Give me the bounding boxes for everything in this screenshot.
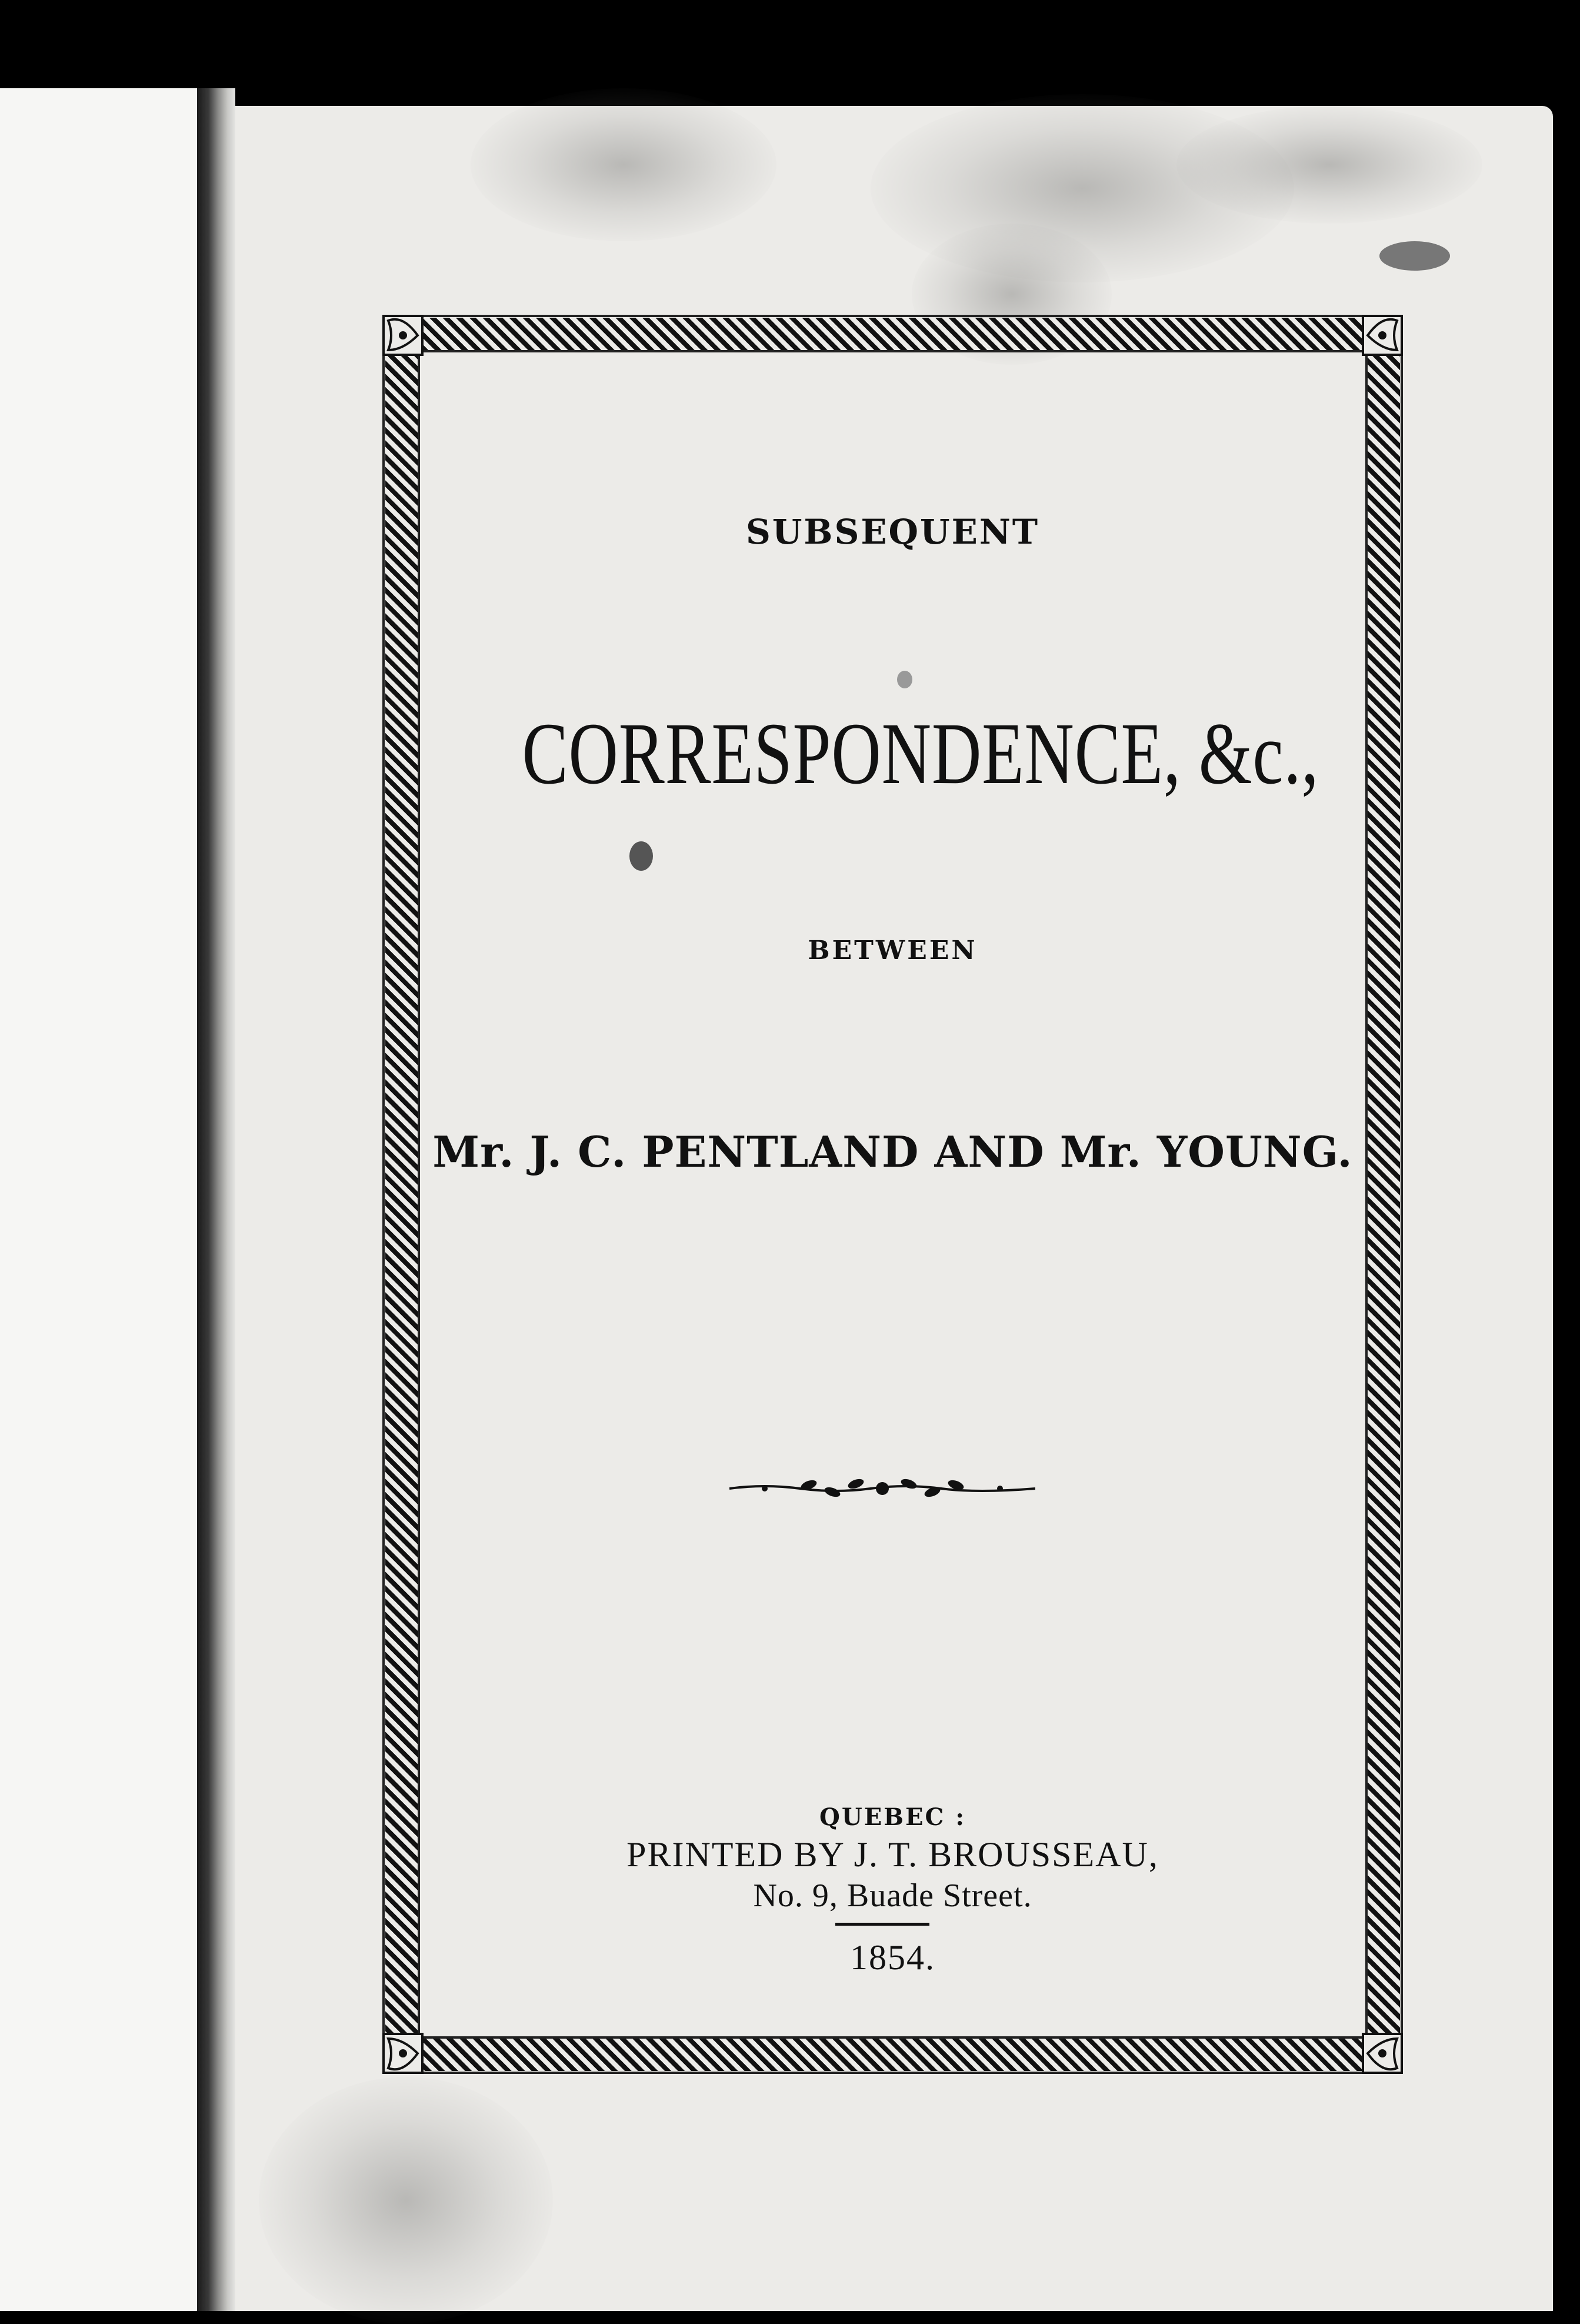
imprint-address: No. 9, Buade Street. (753, 1877, 1032, 1914)
corner-ornament-icon (382, 2033, 424, 2074)
foxing-stain (1176, 106, 1482, 224)
corner-ornament-icon (1362, 2033, 1403, 2074)
book-gutter (197, 88, 235, 2311)
imprint-rule (835, 1923, 929, 1926)
title-line-correspondence: CORRESPONDENCE, &c., (522, 705, 1319, 803)
title-line-between: BETWEEN (808, 935, 978, 965)
imprint-place: QUEBEC : (819, 1803, 966, 1831)
paper-speck (1379, 241, 1450, 271)
border-inner-rule (418, 350, 1368, 2039)
foxing-stain (259, 2077, 553, 2324)
corner-ornament-icon (1362, 315, 1403, 356)
floral-vignette-icon (729, 1471, 1035, 1506)
imprint-printer: PRINTED BY J. T. BROUSSEAU, (626, 1835, 1159, 1874)
imprint-year: 1854. (850, 1938, 935, 1977)
title-line-names: Mr. J. C. PENTLAND AND Mr. YOUNG. (432, 1127, 1353, 1177)
foxing-stain (471, 88, 776, 241)
facing-blank-leaf (0, 88, 197, 2311)
corner-ornament-icon (382, 315, 424, 356)
title-line-subsequent: SUBSEQUENT (745, 512, 1040, 552)
